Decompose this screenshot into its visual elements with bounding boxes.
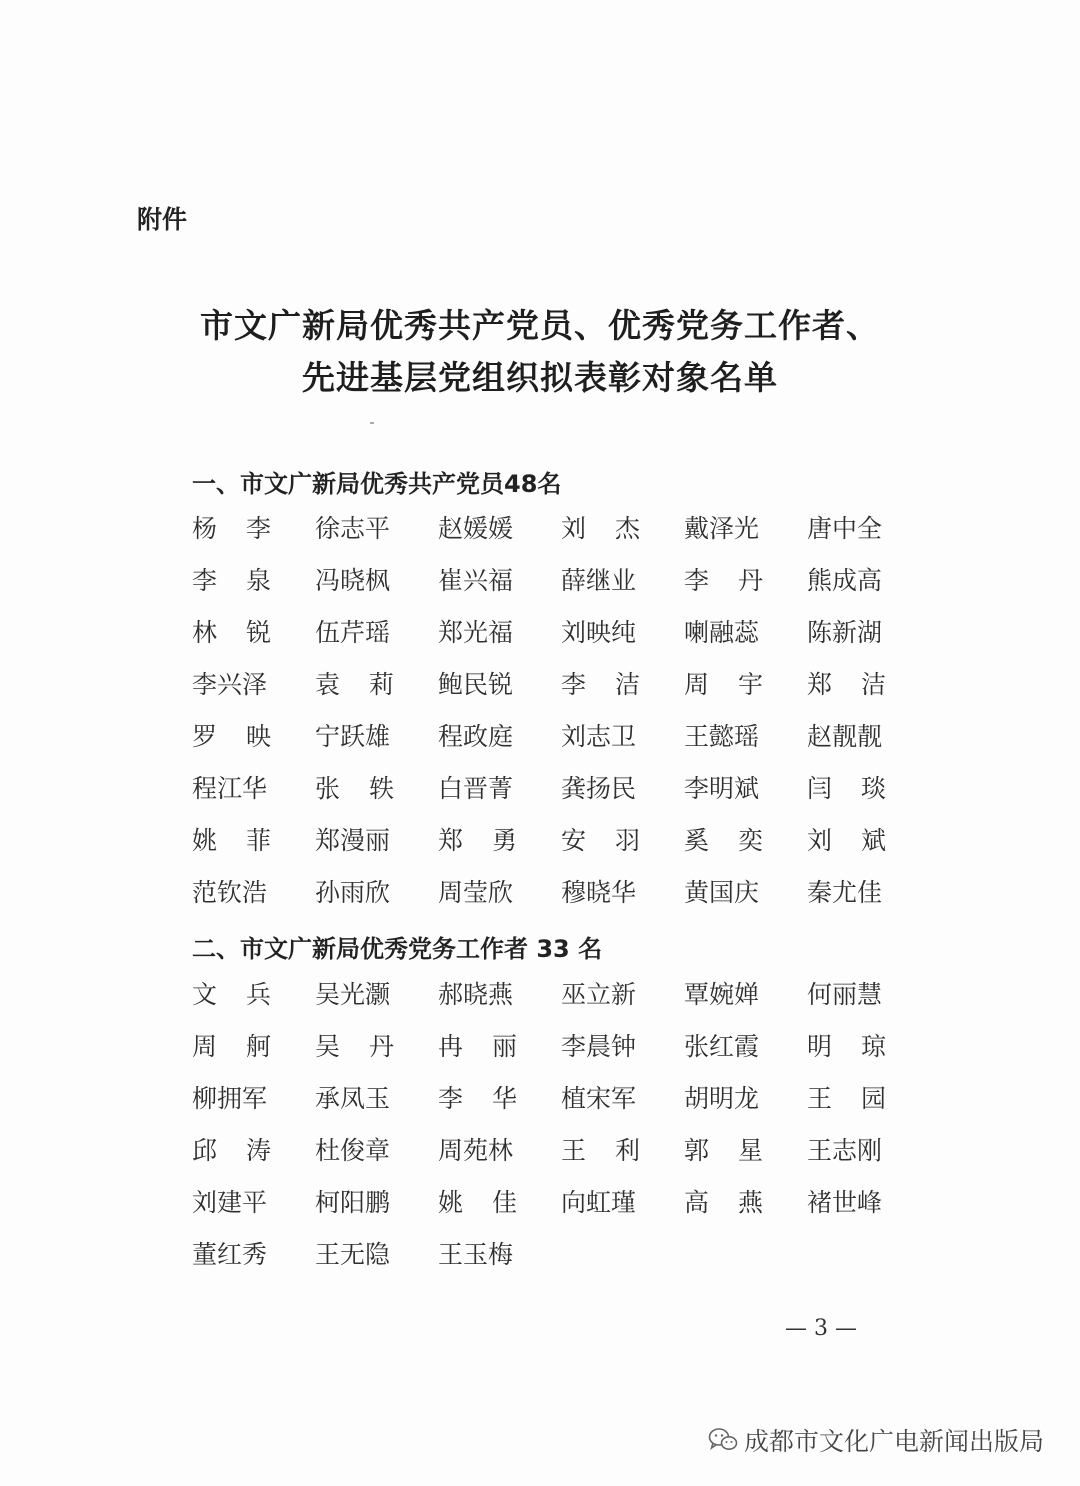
- name-entry: 郝晓燕: [438, 980, 514, 1009]
- name-entry: 范钦浩: [192, 878, 268, 907]
- name-entry: 杜俊章: [315, 1136, 391, 1165]
- name-entry: 王懿瑶: [684, 722, 760, 751]
- name-entry: 赵媛媛: [438, 514, 514, 543]
- name-entry: 王玉梅: [438, 1240, 514, 1269]
- name-entry: 宁跃雄: [315, 722, 391, 751]
- section1-heading: 一、市文广新局优秀共产党员48名: [192, 470, 562, 498]
- name-entry: 程江华: [192, 774, 268, 803]
- name-entry: 高燕: [684, 1188, 793, 1217]
- name-entry: 柳拥军: [192, 1084, 268, 1113]
- name-entry: 王志刚: [807, 1136, 883, 1165]
- name-entry: 冉丽: [438, 1032, 547, 1061]
- name-entry: 龚扬民: [561, 774, 637, 803]
- name-entry: 杨李: [192, 514, 301, 543]
- name-entry: 刘建平: [192, 1188, 268, 1217]
- name-entry: 奚奕: [684, 826, 793, 855]
- name-entry: 覃婉婵: [684, 980, 760, 1009]
- name-entry: 罗映: [192, 722, 301, 751]
- name-entry: 白晋菁: [438, 774, 514, 803]
- name-entry: 穆晓华: [561, 878, 637, 907]
- name-entry: 刘志卫: [561, 722, 637, 751]
- name-entry: 张红霞: [684, 1032, 760, 1061]
- name-entry: 承凤玉: [315, 1084, 391, 1113]
- name-entry: 姚佳: [438, 1188, 547, 1217]
- name-entry: 姚菲: [192, 826, 301, 855]
- footer-account-name: 成都市文化广电新闻出版局: [743, 1427, 1044, 1456]
- name-entry: 刘杰: [561, 514, 670, 543]
- name-entry: 巫立新: [561, 980, 637, 1009]
- name-entry: 伍芹瑶: [315, 618, 391, 647]
- name-entry: 李兴泽: [192, 670, 268, 699]
- name-entry: 李晨钟: [561, 1032, 637, 1061]
- name-entry: 李明斌: [684, 774, 760, 803]
- name-entry: 郭星: [684, 1136, 793, 1165]
- name-entry: 唐中全: [807, 514, 883, 543]
- name-entry: 周苑林: [438, 1136, 514, 1165]
- name-entry: 王利: [561, 1136, 670, 1165]
- name-entry: 李丹: [684, 566, 793, 595]
- name-entry: 向虹瑾: [561, 1188, 637, 1217]
- footer-watermark: [708, 1422, 1044, 1458]
- name-entry: 李泉: [192, 566, 301, 595]
- name-entry: 郑洁: [807, 670, 916, 699]
- name-entry: 植宋军: [561, 1084, 637, 1113]
- name-entry: 王园: [807, 1084, 916, 1113]
- section2-heading: 二、市文广新局优秀党务工作者 33 名: [192, 935, 603, 963]
- name-entry: 赵靓靓: [807, 722, 883, 751]
- name-entry: 孙雨欣: [315, 878, 391, 907]
- name-entry: 文兵: [192, 980, 301, 1009]
- name-entry: 崔兴福: [438, 566, 514, 595]
- name-entry: 周莹欣: [438, 878, 514, 907]
- name-entry: 张轶: [315, 774, 424, 803]
- name-entry: 秦尤佳: [807, 878, 883, 907]
- name-entry: 胡明龙: [684, 1084, 760, 1113]
- document-title-line2: 先进基层党组织拟表彰对象名单: [302, 358, 778, 397]
- name-entry: 周宇: [684, 670, 793, 699]
- name-entry: 何丽慧: [807, 980, 883, 1009]
- name-entry: 安羽: [561, 826, 670, 855]
- name-entry: 柯阳鹏: [315, 1188, 391, 1217]
- name-entry: 林锐: [192, 618, 301, 647]
- name-entry: 周舸: [192, 1032, 301, 1061]
- page-number: — 3 —: [785, 1316, 857, 1341]
- name-entry: 李华: [438, 1084, 547, 1113]
- name-entry: 李洁: [561, 670, 670, 699]
- attachment-label: 附件: [137, 205, 188, 234]
- name-entry: 郑勇: [438, 826, 547, 855]
- name-entry: 邱涛: [192, 1136, 301, 1165]
- name-entry: 明琼: [807, 1032, 916, 1061]
- section2-name-list: [192, 980, 916, 1292]
- name-entry: 冯晓枫: [315, 566, 391, 595]
- name-entry: 黄国庆: [684, 878, 760, 907]
- name-entry: 郑漫丽: [315, 826, 391, 855]
- name-entry: 褚世峰: [807, 1188, 883, 1217]
- wechat-icon: [708, 1427, 738, 1453]
- section1-name-list: [192, 514, 916, 930]
- name-entry: 喇融蕊: [684, 618, 760, 647]
- name-entry: 董红秀: [192, 1240, 268, 1269]
- scan-speck: [370, 422, 374, 424]
- name-entry: 王无隐: [315, 1240, 391, 1269]
- name-entry: 刘斌: [807, 826, 916, 855]
- name-entry: 陈新湖: [807, 618, 883, 647]
- name-entry: 郑光福: [438, 618, 514, 647]
- name-entry: 熊成高: [807, 566, 883, 595]
- name-entry: 鲍民锐: [438, 670, 514, 699]
- document-title-line1: 市文广新局优秀共产党员、优秀党务工作者、: [200, 306, 880, 345]
- name-entry: 袁莉: [315, 670, 424, 699]
- name-entry: 徐志平: [315, 514, 391, 543]
- name-entry: 程政庭: [438, 722, 514, 751]
- name-entry: 戴泽光: [684, 514, 760, 543]
- name-entry: 闫琰: [807, 774, 916, 803]
- name-entry: 吴丹: [315, 1032, 424, 1061]
- name-entry: 薛继业: [561, 566, 637, 595]
- name-entry: 吴光灏: [315, 980, 391, 1009]
- name-entry: 刘映纯: [561, 618, 637, 647]
